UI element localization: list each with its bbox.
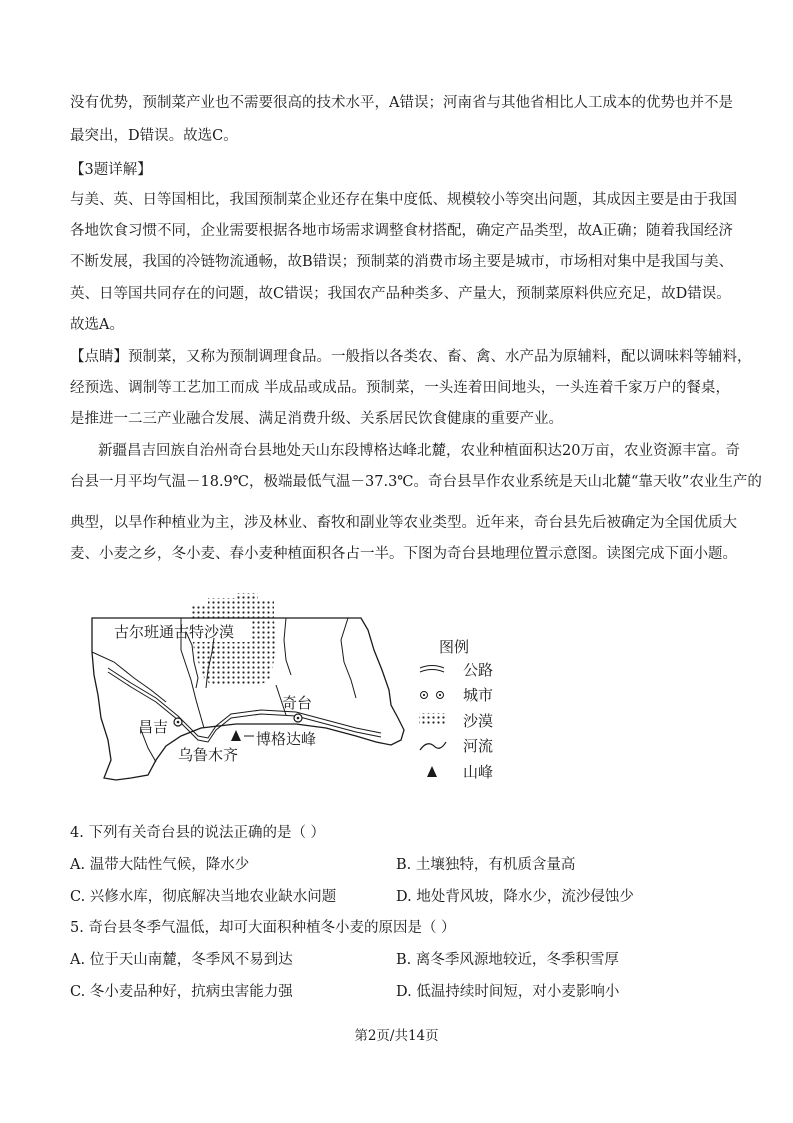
question-5-stem: 5. 奇台县冬季气温低，却可大面积种植冬小麦的原因是（ ）	[70, 920, 456, 936]
peak-label: 博格达峰	[256, 730, 317, 748]
legend-label: 沙漠	[463, 712, 494, 730]
legend-label: 公路	[463, 661, 494, 679]
text-line: 不断发展，我国的冷链物流通畅，故B错误；预制菜的消费市场主要是城市，市场相对集中是我国与美、	[70, 254, 734, 270]
city-label-urumqi: 乌鲁木齐	[178, 746, 239, 764]
peak-marker	[231, 730, 241, 741]
city-label-changji: 昌吉	[138, 718, 169, 736]
legend-label: 城市	[463, 686, 494, 704]
tip-line: 【点睛】预制菜，又称为预制调理食品。一般指以各类农、畜、禽、水产品为原辅料，配以调味料等辅料，	[70, 349, 752, 365]
boundary-line	[341, 618, 356, 698]
material-line: 新疆昌吉回族自治州奇台县地处天山东段博格达峰北麓，农业种植面积达20万亩，农业资源丰富。奇	[98, 443, 740, 459]
city-label-qitai: 奇台	[282, 694, 313, 712]
tip-line: 是推进一二三产业融合发展、满足消费升级、关系居民饮食健康的重要产业。	[70, 411, 563, 427]
legend-desert-icon	[419, 713, 445, 725]
material-line: 台县一月平均气温－18.9℃，极端最低气温－37.3℃。奇台县旱作农业系统是天山北麓“靠天收”农业生产的	[70, 474, 762, 490]
text-line: 最突出，D错误。故选C。	[70, 128, 238, 144]
text-line: 各地饮食习惯不同，企业需要根据各地市场需求调整食材搭配，确定产品类型，故A正确；随着我国经济	[70, 223, 733, 239]
q3-heading: 【3题详解】	[70, 162, 152, 178]
q4-option-b[interactable]: B. 土壤独特，有机质含量高	[396, 857, 576, 873]
q5-option-d[interactable]: D. 低温持续时间短，对小麦影响小	[396, 984, 620, 1000]
boundary-line	[284, 618, 291, 675]
city-marker-qitai	[294, 714, 302, 722]
material-line: 典型，以旱作种植业为主，涉及林业、畜牧和副业等农业类型。近年来，奇台县先后被确定为全国优质大	[70, 515, 737, 531]
text-line: 与美、英、日等国相比，我国预制菜企业还存在集中度低、规模较小等突出问题，其成因主要是由于我国	[70, 192, 737, 208]
material-line: 麦、小麦之乡，冬小麦、春小麦种植面积各占一半。下图为奇台县地理位置示意图。读图完成下面小题。	[70, 546, 737, 562]
text-line: 没有优势，预制菜产业也不需要很高的技术水平，A错误；河南省与其他省相比人工成本的优势也并不是	[70, 95, 733, 111]
q4-option-c[interactable]: C. 兴修水库，彻底解决当地农业缺水问题	[70, 889, 337, 905]
legend-label: 河流	[463, 737, 494, 755]
text-line: 英、日等国共同存在的问题，故C错误；我国农产品种类多、产量大，预制菜原料供应充足，故D错误。	[70, 286, 731, 302]
desert-label: 古尔班通古特沙漠	[114, 623, 235, 641]
q5-option-c[interactable]: C. 冬小麦品种好，抗病虫害能力强	[70, 984, 293, 1000]
city-marker-changji	[174, 718, 182, 726]
q4-option-d[interactable]: D. 地处背风坡，降水少，流沙侵蚀少	[396, 889, 634, 905]
question-4-stem: 4. 下列有关奇台县的说法正确的是（ ）	[70, 825, 326, 841]
page-number: 第2页/共14页	[354, 1028, 439, 1044]
legend-river-icon	[420, 742, 446, 750]
legend-label: 山峰	[463, 763, 494, 781]
text-line: 故选A。	[70, 317, 124, 333]
legend-peak-icon	[427, 766, 437, 777]
legend-title: 图例	[439, 638, 470, 656]
q4-option-a[interactable]: A. 温带大陆性气候，降水少	[70, 857, 250, 873]
q5-option-b[interactable]: B. 离冬季风源地较近，冬季积雪厚	[396, 952, 619, 968]
boundary-line	[92, 652, 166, 702]
legend-highway-icon	[420, 666, 444, 673]
tip-line: 经预选、调制等工艺加工而成 半成品或成品。预制菜，一头连着田间地头，一头连着千家万户的餐桌，	[70, 380, 730, 396]
legend-city-icon	[421, 692, 444, 699]
qitai-location-map	[86, 590, 516, 795]
q5-option-a[interactable]: A. 位于天山南麓，冬季风不易到达	[70, 952, 293, 968]
